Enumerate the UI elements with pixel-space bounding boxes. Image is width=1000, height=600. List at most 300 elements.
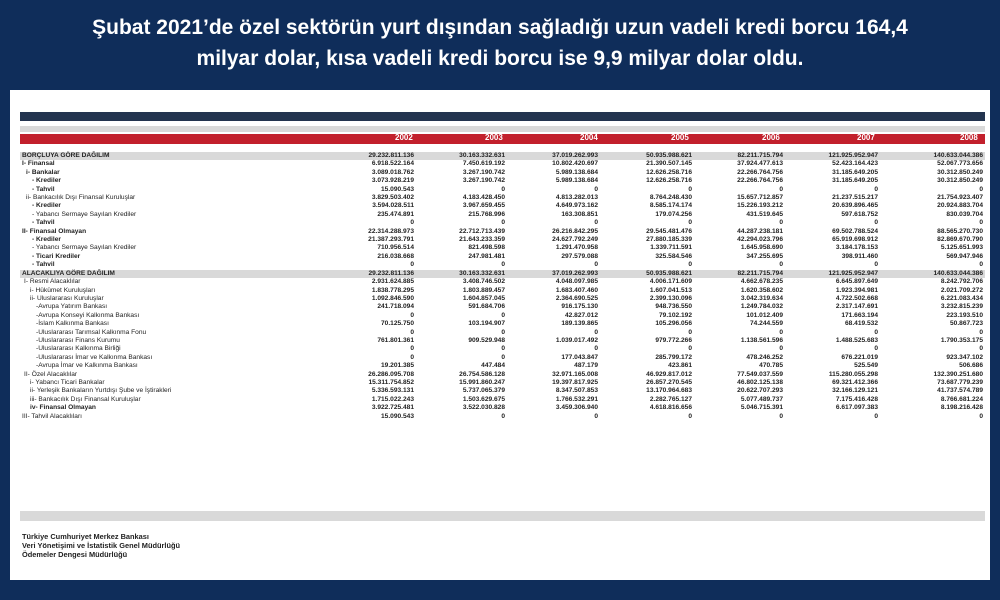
cell-value: 0 [979,345,983,353]
cell-value: 3.232.815.239 [940,303,983,311]
cell-value: 525.549 [854,362,878,370]
cell-value: 46.929.817.012 [646,370,692,378]
cell-value: 235.474.891 [377,210,414,218]
cell-value: 30.163.332.631 [416,152,507,160]
table-row [20,270,985,278]
cell-value: 37.019.262.993 [507,152,600,160]
cell-value: 3.073.928.219 [371,177,414,185]
cell-value: 569.947.946 [946,252,983,260]
cell-value: 923.347.102 [946,353,983,361]
cell-value: 7.450.619.192 [462,160,505,168]
cell-value: 821.498.598 [468,244,505,252]
cell-value: 0 [688,219,692,227]
cell-value: 69.502.788.524 [832,227,878,235]
cell-value: 1.488.525.683 [835,336,878,344]
row-label: - Krediler [32,177,61,185]
cell-value: 478.246.252 [746,353,783,361]
cell-value: 948.736.550 [655,303,692,311]
cell-value: 37.019.262.993 [507,270,600,278]
cell-value: 4.006.171.609 [649,278,692,286]
cell-value: 52.423.164.423 [832,160,878,168]
cell-value: 1.039.017.492 [555,336,598,344]
table-row [20,228,985,236]
cell-value: 2.317.147.691 [835,303,878,311]
cell-value: 13.170.964.683 [646,387,692,395]
cell-value: 20.639.896.465 [832,202,878,210]
cell-value: 19.397.817.925 [552,378,598,386]
cell-value: 30.312.850.249 [937,177,983,185]
year-header: 2006 [762,133,780,142]
cell-value: 297.579.088 [561,252,598,260]
row-label: - Krediler [32,202,61,210]
table-row [20,186,985,194]
year-header: 2003 [485,133,503,142]
cell-value: 423.861 [668,362,692,370]
cell-value: 50.935.988.621 [600,270,694,278]
cell-value: 1.249.784.032 [740,303,783,311]
table-row [20,303,985,311]
cell-value: 1.607.041.513 [649,286,692,294]
table-row [20,396,985,404]
cell-value: 5.336.593.131 [371,387,414,395]
cell-value: 103.194.907 [468,320,505,328]
row-label: II- Finansal Olmayan [22,227,87,235]
cell-value: 5.125.651.993 [940,244,983,252]
table-row [20,337,985,345]
cell-value: 0 [501,328,505,336]
cell-value: 1.339.711.591 [650,244,692,252]
cell-value: 121.925.952.947 [785,270,880,278]
cell-value: 69.321.412.366 [832,378,878,386]
cell-value: 21.390.507.145 [646,160,692,168]
top-grey-bar [20,126,985,132]
row-label: i- Yabancı Ticari Bankalar [30,378,105,386]
cell-value: 163.308.851 [561,210,598,218]
year-header: 2004 [580,133,598,142]
cell-value: 8.766.681.224 [940,395,983,403]
cell-value: 4.662.678.235 [740,278,783,286]
cell-value: 19.201.385 [380,362,414,370]
row-label: i- Hükümet Kuruluşları [30,286,96,294]
footer-line-2: Veri Yönetişimi ve İstatistik Genel Müdürlüğü [22,541,180,550]
cell-value: 0 [410,311,414,319]
cell-value: 1.766.532.291 [555,395,598,403]
cell-value: 1.790.353.175 [940,336,983,344]
cell-value: 0 [501,353,505,361]
cell-value: 30.163.332.631 [416,270,507,278]
cell-value: 121.925.952.947 [785,152,880,160]
cell-value: 0 [979,219,983,227]
cell-value: 88.565.270.730 [937,227,983,235]
cell-value: 101.012.409 [746,311,783,319]
row-label: -Uluslararası Kalkınma Birliği [36,345,121,353]
cell-value: 0 [874,219,878,227]
cell-value: 1.503.629.675 [462,395,505,403]
cell-value: 5.046.715.391 [740,404,783,412]
cell-value: 470.785 [759,362,783,370]
cell-value: 12.626.258.716 [646,168,692,176]
cell-value: 65.919.698.912 [832,236,878,244]
cell-value: 0 [779,328,783,336]
cell-value: 347.255.695 [746,252,783,260]
cell-value: 710.956.514 [377,244,414,252]
cell-value: 325.584.546 [655,252,692,260]
cell-value: 0 [594,185,598,193]
cell-value: 31.185.649.205 [832,168,878,176]
cell-value: 0 [874,328,878,336]
row-label: ALACAKLIYA GÖRE DAĞILIM [20,270,340,278]
cell-value: 1.923.394.981 [835,286,878,294]
headline-line-1: Şubat 2021’de özel sektörün yurt dışından sağladığı uzun vadeli kredi borcu 164,4 [92,16,908,39]
cell-value: 15.991.860.247 [459,378,505,386]
cell-value: 0 [979,261,983,269]
footer-line-1: Türkiye Cumhuriyet Merkez Bankası [22,532,149,541]
row-label: - Yabancı Sermaye Sayılan Krediler [32,244,137,252]
row-label: - Tahvil [32,185,55,193]
cell-value: 82.869.670.790 [937,236,983,244]
year-header-bar [20,134,985,144]
cell-value: 4.813.282.013 [555,194,598,202]
cell-value: 0 [501,261,505,269]
cell-value: 3.967.659.455 [462,202,505,210]
cell-value: 52.067.773.656 [937,160,983,168]
cell-value: 10.802.420.697 [552,160,598,168]
cell-value: 32.971.165.008 [552,370,598,378]
row-label: BORÇLUYA GÖRE DAĞILIM [20,152,340,160]
cell-value: 15.090.543 [380,412,414,420]
cell-value: 0 [779,185,783,193]
cell-value: 979.772.266 [655,336,692,344]
row-label: II- Özel Alacaklılar [24,370,78,378]
cell-value: 29.232.811.136 [340,152,416,160]
cell-value: 15.226.193.212 [737,202,783,210]
cell-value: 0 [979,185,983,193]
cell-value: 1.645.958.690 [740,244,783,252]
cell-value: 3.522.030.828 [462,404,505,412]
cell-value: 0 [501,345,505,353]
cell-value: 0 [979,328,983,336]
cell-value: 189.139.865 [561,320,598,328]
cell-value: 3.042.319.634 [740,294,783,302]
cell-value: 591.684.706 [468,303,505,311]
cell-value: 4.183.428.450 [462,194,505,202]
cell-value: 0 [501,311,505,319]
row-label: - Ticari Krediler [32,252,81,260]
cell-value: 0 [874,261,878,269]
cell-value: 909.529.948 [468,336,505,344]
cell-value: 74.244.559 [749,320,783,328]
row-label: ii- Uluslararası Kuruluşlar [30,294,104,302]
cell-value: 0 [410,345,414,353]
table-row [20,261,985,269]
year-header: 2005 [671,133,689,142]
source-footer [22,532,180,559]
cell-value: 216.038.668 [377,252,414,260]
cell-value: 5.989.138.684 [555,177,598,185]
cell-value: 6.617.097.383 [835,404,878,412]
cell-value: 761.801.361 [377,336,414,344]
cell-value: 15.311.754.852 [368,378,414,386]
cell-value: 3.922.725.481 [371,404,414,412]
cell-value: 0 [779,219,783,227]
cell-value: 3.459.306.940 [555,404,598,412]
cell-value: 8.347.507.853 [555,387,598,395]
cell-value: 0 [874,412,878,420]
table-row [20,177,985,185]
cell-value: 447.484 [481,362,505,370]
cell-value: 916.175.130 [561,303,598,311]
cell-value: 132.390.251.680 [933,370,983,378]
table-row [20,219,985,227]
row-label: iv- Finansal Olmayan [30,404,96,412]
cell-value: 215.768.996 [468,210,505,218]
cell-value: 3.267.190.742 [462,177,505,185]
cell-value: 0 [410,219,414,227]
cell-value: 5.737.065.379 [462,387,505,395]
table-row [20,152,985,160]
cell-value: 26.857.270.545 [646,378,692,386]
cell-value: 676.221.019 [841,353,878,361]
table-row [20,404,985,412]
cell-value: 0 [688,328,692,336]
cell-value: 46.802.125.138 [737,378,783,386]
cell-value: 6.918.522.164 [371,160,414,168]
table-row [20,236,985,244]
row-label: -Uluslararası Finans Kurumu [36,336,120,344]
cell-value: 597.618.752 [841,210,878,218]
table-row [20,295,985,303]
cell-value: 73.687.779.239 [937,378,983,386]
table-row [20,320,985,328]
cell-value: 82.211.715.794 [694,270,785,278]
cell-value: 0 [501,412,505,420]
cell-value: 0 [688,261,692,269]
cell-value: 2.931.624.885 [371,278,414,286]
cell-value: 0 [779,345,783,353]
cell-value: 3.594.028.511 [372,202,414,210]
cell-value: 21.643.233.359 [459,236,505,244]
table-row [20,329,985,337]
cell-value: 24.627.792.249 [552,236,598,244]
cell-value: 37.924.477.613 [737,160,783,168]
cell-value: 179.074.256 [655,210,692,218]
cell-value: 0 [688,185,692,193]
cell-value: 41.737.574.789 [937,387,983,395]
cell-value: 105.296.056 [655,320,692,328]
row-label: - Tahvil [32,261,55,269]
cell-value: 0 [594,219,598,227]
table-row [20,413,985,421]
table-row [20,194,985,202]
cell-value: 1.620.358.602 [740,286,783,294]
cell-value: 4.618.816.656 [649,404,692,412]
cell-value: 506.686 [959,362,983,370]
cell-value: 21.387.293.791 [368,236,414,244]
cell-value: 44.287.238.181 [737,227,783,235]
table-row [20,202,985,210]
row-label: - Yabancı Sermaye Sayılan Krediler [32,210,137,218]
cell-value: 5.077.489.737 [740,395,783,403]
table-row [20,345,985,353]
cell-value: 171.663.194 [841,311,878,319]
table-row [20,312,985,320]
cell-value: 42.827.012 [564,311,598,319]
cell-value: 431.519.645 [746,210,783,218]
cell-value: 0 [594,412,598,420]
cell-value: 140.633.044.386 [880,152,985,160]
cell-value: 0 [688,345,692,353]
row-label: - Krediler [32,236,61,244]
cell-value: 285.799.172 [655,353,692,361]
cell-value: 32.166.129.121 [832,387,878,395]
cell-value: 3.829.503.402 [371,194,414,202]
row-label: -Avrupa İmar ve Kalkınma Bankası [36,362,138,370]
footer-line-3: Ödemeler Dengesi Müdürlüğü [22,550,128,559]
cell-value: 3.408.746.502 [462,278,505,286]
cell-value: 0 [410,353,414,361]
cell-value: 4.048.097.985 [555,278,598,286]
table-row [20,160,985,168]
cell-value: 0 [688,412,692,420]
row-label: -Avrupa Konseyi Kalkınma Bankası [36,311,140,319]
cell-value: 0 [410,328,414,336]
cell-value: 223.193.510 [946,311,983,319]
cell-value: 15.657.712.857 [737,194,783,202]
year-header: 2008 [960,133,978,142]
cell-value: 22.712.713.439 [459,227,505,235]
cell-value: 2.282.765.127 [649,395,692,403]
cell-value: 20.924.883.704 [937,202,983,210]
cell-value: 177.043.847 [561,353,598,361]
debt-table [20,152,985,421]
top-navy-bar [20,112,985,121]
table-row [20,211,985,219]
row-label: - Tahvil [32,219,55,227]
cell-value: 1.604.857.045 [462,294,505,302]
cell-value: 22.266.764.756 [737,168,783,176]
row-label: -Uluslararası İmar ve Kalkınma Bankası [36,353,153,361]
cell-value: 0 [979,412,983,420]
cell-value: 830.039.704 [946,210,983,218]
cell-value: 1.138.561.596 [740,336,783,344]
cell-value: 6.221.083.434 [940,294,983,302]
cell-value: 30.312.850.249 [937,168,983,176]
year-header: 2002 [395,133,413,142]
cell-value: 82.211.715.794 [694,152,785,160]
cell-value: 1.092.846.590 [371,294,414,302]
cell-value: 31.185.649.205 [832,177,878,185]
row-label: III- Tahvil Alacaklıları [22,412,82,420]
cell-value: 115.280.055.298 [828,370,878,378]
year-header: 2007 [857,133,875,142]
cell-value: 3.184.178.153 [835,244,878,252]
cell-value: 26.216.842.295 [552,227,598,235]
cell-value: 26.286.095.708 [368,370,414,378]
headline-line-2: milyar dolar, kısa vadeli kredi borcu ise 9,9 milyar dolar oldu. [196,47,804,70]
cell-value: 77.549.037.559 [737,370,783,378]
table-row [20,253,985,261]
cell-value: 6.645.897.649 [835,278,878,286]
cell-value: 29.232.811.136 [340,270,416,278]
row-label: ii- Yerleşik Bankaların Yurtdışı Şube ve İştirakleri [30,387,172,395]
cell-value: 0 [594,261,598,269]
table-row [20,287,985,295]
table-row [20,362,985,370]
table-row [20,278,985,286]
row-label: I- Finansal [22,160,55,168]
cell-value: 12.626.258.716 [646,177,692,185]
table-row [20,244,985,252]
cell-value: 0 [410,261,414,269]
cell-value: 8.242.792.706 [940,278,983,286]
table-row [20,371,985,379]
cell-value: 0 [501,219,505,227]
row-label: -Avrupa Yatırım Bankası [36,303,108,311]
cell-value: 2.021.709.272 [940,286,983,294]
bottom-grey-bar [20,511,985,521]
table-row [20,354,985,362]
document-sheet [10,90,990,580]
cell-value: 2.364.690.525 [555,294,598,302]
table-row [20,387,985,395]
cell-value: 1.803.889.457 [462,286,505,294]
cell-value: 3.267.190.742 [462,168,505,176]
row-label: -Uluslararası Tarımsal Kalkınma Fonu [36,328,147,336]
cell-value: 50.867.723 [949,320,983,328]
row-label: iii- Bankacılık Dışı Finansal Kuruluşlar [30,395,141,403]
row-label: I- Resmi Alacaklılar [24,278,81,286]
cell-value: 21.754.923.407 [937,194,983,202]
cell-value: 8.764.248.430 [649,194,692,202]
cell-value: 241.718.094 [377,303,414,311]
cell-value: 1.715.022.243 [371,395,414,403]
cell-value: 4.722.502.668 [835,294,878,302]
cell-value: 398.911.460 [841,252,878,260]
row-label: i- Bankalar [26,168,60,176]
cell-value: 21.237.515.217 [832,194,878,202]
cell-value: 8.585.174.174 [649,202,692,210]
cell-value: 5.989.138.684 [555,168,598,176]
cell-value: 7.175.416.428 [835,395,878,403]
cell-value: 79.102.192 [658,311,692,319]
cell-value: 42.294.023.796 [737,236,783,244]
cell-value: 22.314.288.973 [368,227,414,235]
cell-value: 0 [874,345,878,353]
cell-value: 4.649.973.162 [555,202,598,210]
cell-value: 20.622.707.293 [737,387,783,395]
cell-value: 0 [594,345,598,353]
cell-value: 1.291.470.958 [555,244,598,252]
cell-value: 50.935.988.621 [600,152,694,160]
table-row [20,169,985,177]
cell-value: 2.399.130.096 [649,294,692,302]
cell-value: 140.633.044.386 [880,270,985,278]
cell-value: 1.838.778.295 [371,286,414,294]
headline [0,0,1000,88]
cell-value: 70.125.750 [380,320,414,328]
cell-value: 0 [779,412,783,420]
cell-value: 3.089.018.762 [371,168,414,176]
cell-value: 0 [594,328,598,336]
row-label: ii- Bankacılık Dışı Finansal Kuruluşlar [26,194,136,202]
cell-value: 0 [501,185,505,193]
cell-value: 27.880.185.339 [646,236,692,244]
cell-value: 0 [874,185,878,193]
cell-value: 1.683.407.460 [555,286,598,294]
cell-value: 8.198.216.428 [940,404,983,412]
cell-value: 22.266.764.756 [737,177,783,185]
cell-value: 26.754.586.128 [459,370,505,378]
